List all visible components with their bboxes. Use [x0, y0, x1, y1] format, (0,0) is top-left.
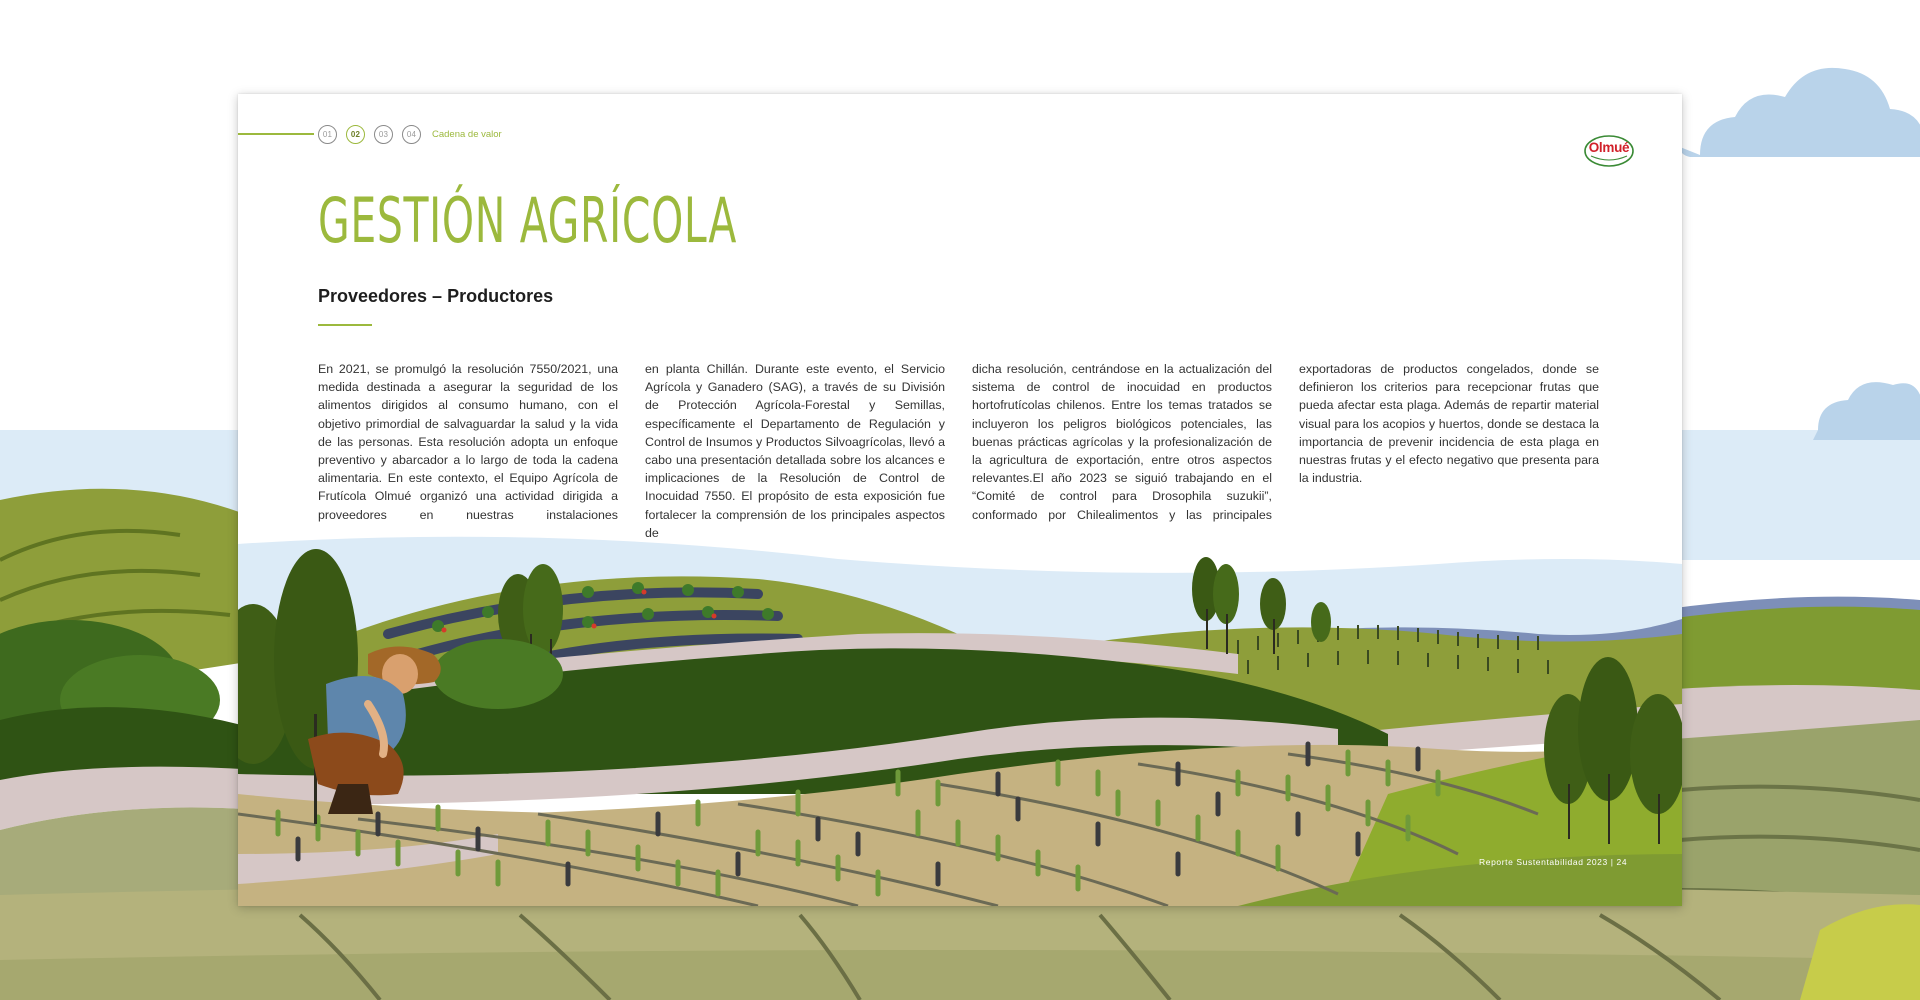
nav-item-03[interactable]: 03	[374, 125, 393, 144]
body-column-2: en planta Chillán. Durante este evento, el Servicio Agrícola y Ganadero (SAG), a través de su División de Protección Agrícola-Forestal y Semillas, específicamente el Departamento de Regulación y Control de Insumos y Productos Silvoagrícolas, llevó a cabo una presentación detallada sobre los alcances e implicaciones de la Resolución de Control de Inocuidad 7550. El propósito de esta exposición fue fortalecer la comprensión de los principales aspectos de	[645, 362, 945, 540]
nav-item-04[interactable]: 04	[402, 125, 421, 144]
olmue-logo	[1583, 134, 1635, 168]
body-column-4: exportadoras de productos congelados, donde se definieron los criterios para recepcionar frutas que pueda afectar esta plaga. Además de repartir material visual para los acopios y huertos, donde se destaca la importancia de prevenir incidencia de esta plaga en nuestras frutas y el efecto negativo que presenta para la industria.	[1299, 362, 1599, 486]
nav-item-01[interactable]: 01	[318, 125, 337, 144]
nav-accent-line	[238, 133, 314, 135]
report-page	[238, 94, 1682, 906]
section-subtitle: Proveedores – Productores	[318, 286, 554, 306]
page-footer: Reporte Sustentabilidad 2023 | 24	[1479, 857, 1628, 867]
body-columns	[318, 360, 1599, 540]
page-title: GESTIÓN AGRÍCOLA	[318, 184, 737, 257]
logo-text: Olmué	[1588, 140, 1630, 155]
section-navigation	[318, 125, 502, 144]
body-column-3: dicha resolución, centrándose en la actualización del sistema de control de inocuidad en productos hortofrutícolas chilenos. Entre los temas tratados se incluyeron los peligros biológicos potenciales, las buenas prácticas agrícolas y la profesionalización de la agricultura de exportación, entre otros aspectos relevantes.El año 2023 se siguió trabajando en el “Comité de control para Drosophila suzukii”, conformado por Chilealimentos y las principales	[972, 362, 1272, 522]
subtitle-divider	[318, 324, 372, 326]
section-label: Cadena de valor	[432, 129, 502, 140]
body-column-1: En 2021, se promulgó la resolución 7550/2021, una medida destinada a asegurar la seguridad de los alimentos dirigidos al consumo humano, con el objetivo primordial de salvaguardar la salud y la vida de las personas. Esta resolución adopta un enfoque preventivo y abarcador a lo largo de toda la cadena alimentaria. En este contexto, el Equipo Agrícola de Frutícola Olmué organizó una actividad dirigida a proveedores en nuestras instalaciones	[318, 362, 618, 522]
nav-item-02[interactable]: 02	[346, 125, 365, 144]
